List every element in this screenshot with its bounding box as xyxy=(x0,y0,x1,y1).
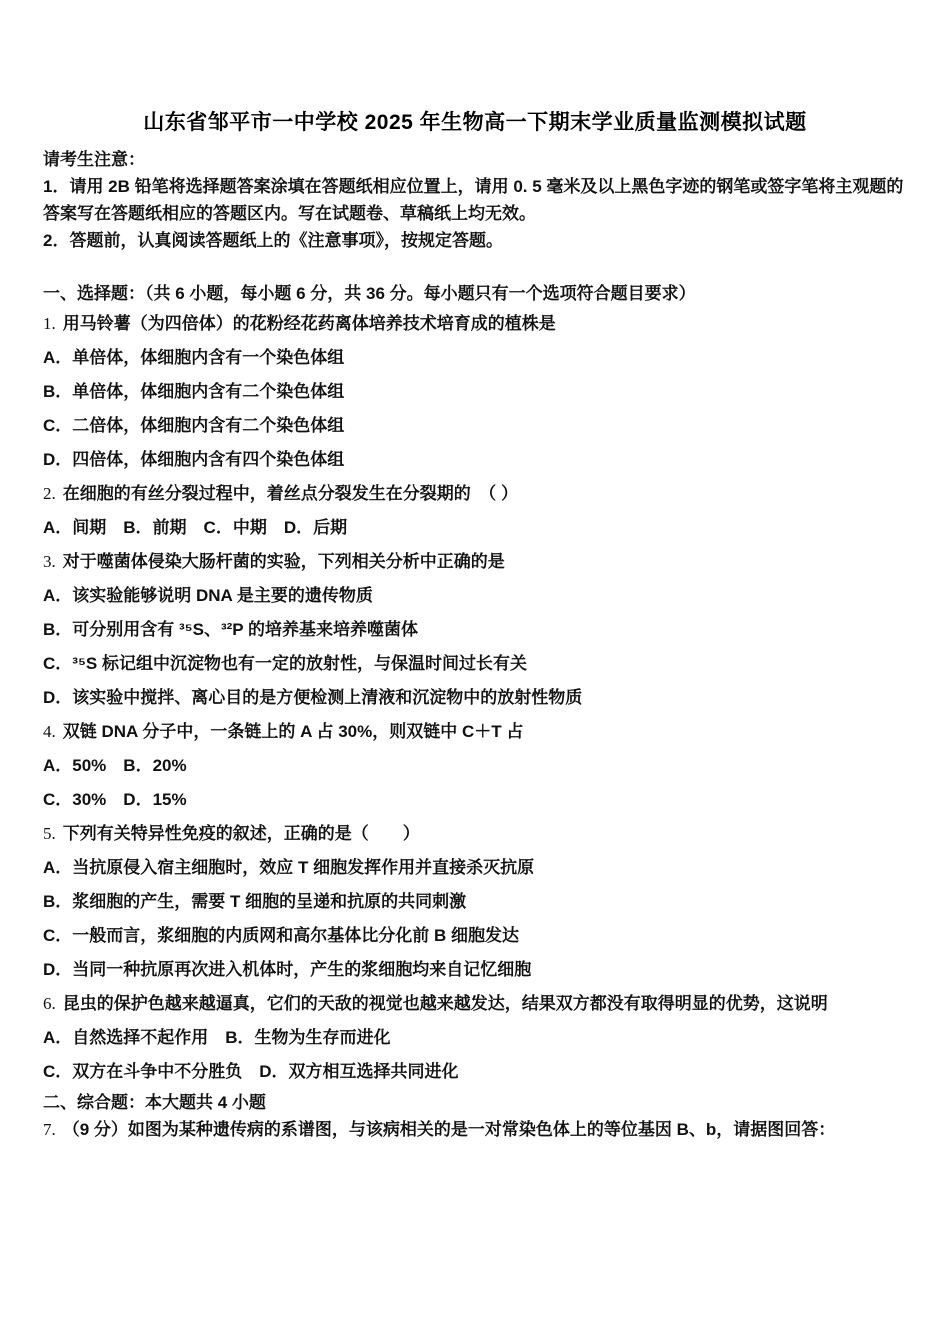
question-3-option-d: D．该实验中搅拌、离心目的是方便检测上清液和沉淀物中的放射性物质 xyxy=(43,688,583,707)
notice-section xyxy=(43,146,907,254)
question-7-text: （9 分）如图为某种遗传病的系谱图，与该病相关的是一对常染色体上的等位基因 B、b，请据图回答： xyxy=(62,1120,836,1139)
question-1-option-c: C．二倍体，体细胞内含有二个染色体组 xyxy=(43,416,345,435)
question-1-option-a: A．单倍体，体细胞内含有一个染色体组 xyxy=(43,348,345,367)
question-6-text: 昆虫的保护色越来越逼真，它们的天敌的视觉也越来越发达，结果双方都没有取得明显的优势，这说明 xyxy=(62,994,828,1013)
question-5-stem xyxy=(43,817,907,851)
question-4-text: 双链 DNA 分子中，一条链上的 A 占 30%，则双链中 C＋T 占 xyxy=(62,722,524,741)
multiple-choice-section xyxy=(43,307,907,1089)
question-3-stem xyxy=(43,545,907,579)
question-2-options: A．间期 B．前期 C．中期 D．后期 xyxy=(43,518,348,537)
question-3-number: 3. xyxy=(43,552,56,571)
notice-item-2: 2．答题前，认真阅读答题纸上的《注意事项》，按规定答题。 xyxy=(43,231,503,250)
question-5-number: 5. xyxy=(43,824,56,843)
question-3-option-b: B．可分别用含有 ³⁵S、³²P 的培养基来培养噬菌体 xyxy=(43,620,419,639)
question-1-option-d: D．四倍体，体细胞内含有四个染色体组 xyxy=(43,450,345,469)
question-5-option-c: C．一般而言，浆细胞的内质网和高尔基体比分化前 B 细胞发达 xyxy=(43,926,519,945)
section-2-heading: 二、综合题：本大题共 4 小题 xyxy=(43,1093,266,1112)
question-1-option-b: B．单倍体，体细胞内含有二个染色体组 xyxy=(43,382,345,401)
question-3-option-c: C．³⁵S 标记组中沉淀物也有一定的放射性，与保温时间过长有关 xyxy=(43,654,527,673)
question-6-stem xyxy=(43,987,907,1021)
question-6-options-cd: C．双方在斗争中不分胜负 D．双方相互选择共同进化 xyxy=(43,1062,459,1081)
question-1-stem xyxy=(43,307,907,341)
question-4-number: 4. xyxy=(43,722,56,741)
question-5-text: 下列有关特异性免疫的叙述，正确的是（ ） xyxy=(62,824,420,843)
question-3-option-a: A．该实验能够说明 DNA 是主要的遗传物质 xyxy=(43,586,373,605)
question-5-option-a: A．当抗原侵入宿主细胞时，效应 T 细胞发挥作用并直接杀灭抗原 xyxy=(43,858,535,877)
notice-heading: 请考生注意： xyxy=(43,150,145,169)
question-4-options-ab: A．50% B．20% xyxy=(43,756,187,775)
question-2-text: 在细胞的有丝分裂过程中，着丝点分裂发生在分裂期的 （ ） xyxy=(62,484,518,503)
comprehensive-section xyxy=(43,1116,907,1143)
notice-item-1: 1．请用 2B 铅笔将选择题答案涂填在答题纸相应位置上，请用 0. 5 毫米及以上黑色字迹的钢笔或签字笔将主观题的答案写在答题纸相应的答题区内。写在试题卷、草稿纸上均无效。 xyxy=(43,177,904,223)
question-5-option-b: B．浆细胞的产生，需要 T 细胞的呈递和抗原的共同刺激 xyxy=(43,892,467,911)
question-1-text: 用马铃薯（为四倍体）的花粉经花药离体培养技术培育成的植株是 xyxy=(62,314,556,333)
question-7-stem xyxy=(43,1116,907,1143)
question-5-option-d: D．当同一种抗原再次进入机体时，产生的浆细胞均来自记忆细胞 xyxy=(43,960,532,979)
question-7-number: 7. xyxy=(43,1120,56,1139)
question-4-stem xyxy=(43,715,907,749)
question-1-number: 1. xyxy=(43,314,56,333)
question-4-options-cd: C．30% D．15% xyxy=(43,790,187,809)
question-2-stem xyxy=(43,477,907,511)
question-3-text: 对于噬菌体侵染大肠杆菌的实验，下列相关分析中正确的是 xyxy=(62,552,505,571)
question-6-number: 6. xyxy=(43,994,56,1013)
section-1-heading: 一、选择题：（共 6 小题，每小题 6 分，共 36 分。每小题只有一个选项符合题目要求） xyxy=(43,284,696,303)
question-2-number: 2. xyxy=(43,484,56,503)
question-6-options-ab: A．自然选择不起作用 B．生物为生存而进化 xyxy=(43,1028,391,1047)
document-title: 山东省邹平市一中学校 2025 年生物高一下期末学业质量监测模拟试题 xyxy=(143,111,807,134)
